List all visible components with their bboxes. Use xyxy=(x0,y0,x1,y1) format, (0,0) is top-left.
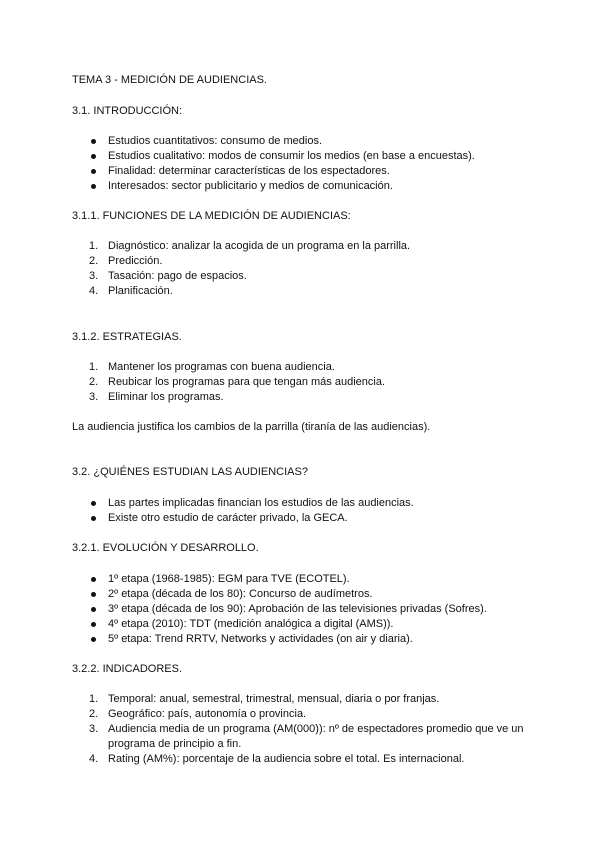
list-item: 4º etapa (2010): TDT (medición analógica a digital (AMS)). xyxy=(108,618,394,630)
list-item: Rating (AM%): porcentaje de la audiencia sobre el total. Es internacional. xyxy=(108,753,465,765)
list-item: 3º etapa (década de los 90): Aprobación de las televisiones privadas (Sofres). xyxy=(108,603,487,615)
list-number: 4. xyxy=(89,753,99,765)
bullet-icon xyxy=(91,592,96,597)
list-number: 2. xyxy=(89,376,99,388)
bullet-icon xyxy=(91,637,96,642)
list-item: Predicción. xyxy=(108,255,163,267)
section-heading-3-1-1: 3.1.1. FUNCIONES DE LA MEDICIÓN DE AUDIENCIAS: xyxy=(72,210,351,222)
list-number: 1. xyxy=(89,693,99,705)
list-item: Planificación. xyxy=(108,285,173,297)
list-item: 2º etapa (década de los 80): Concurso de audímetros. xyxy=(108,588,373,600)
bullet-icon xyxy=(91,622,96,627)
list-number: 1. xyxy=(89,240,99,252)
bullet-icon xyxy=(91,154,96,159)
bullet-icon xyxy=(91,607,96,612)
list-item: Tasación: pago de espacios. xyxy=(108,270,247,282)
list-number: 2. xyxy=(89,255,99,267)
list-item: Las partes implicadas financian los estudios de las audiencias. xyxy=(108,497,414,509)
list-number: 3. xyxy=(89,391,99,403)
section-heading-3-2: 3.2. ¿QUIÉNES ESTUDIAN LAS AUDIENCIAS? xyxy=(72,466,308,478)
bullet-icon xyxy=(91,516,96,521)
section-heading-3-2-2: 3.2.2. INDICADORES. xyxy=(72,663,183,675)
list-item-continuation: programa de principio a fin. xyxy=(108,738,242,750)
list-item: Audiencia media de un programa (AM(000)): nº de espectadores promedio que ve un xyxy=(108,723,524,735)
list-item: Finalidad: determinar características de los espectadores. xyxy=(108,165,390,177)
bullet-icon xyxy=(91,139,96,144)
bullet-icon xyxy=(91,184,96,189)
list-item: Interesados: sector publicitario y medios de comunicación. xyxy=(108,180,393,192)
document-title: TEMA 3 - MEDICIÓN DE AUDIENCIAS. xyxy=(72,74,267,86)
list-item: Mantener los programas con buena audiencia. xyxy=(108,361,335,373)
list-number: 3. xyxy=(89,270,99,282)
list-number: 2. xyxy=(89,708,99,720)
bullet-icon xyxy=(91,577,96,582)
list-item: Estudios cuantitativos: consumo de medios. xyxy=(108,135,323,147)
list-item: Reubicar los programas para que tengan más audiencia. xyxy=(108,376,385,388)
list-number: 4. xyxy=(89,285,99,297)
list-item: Estudios cualitativo: modos de consumir los medios (en base a encuestas). xyxy=(108,150,475,162)
list-item: Existe otro estudio de carácter privado, la GECA. xyxy=(108,512,348,524)
bullet-icon xyxy=(91,501,96,506)
list-item: Geográfico: país, autonomía o provincia. xyxy=(108,708,307,720)
paragraph: La audiencia justifica los cambios de la parrilla (tiranía de las audiencias). xyxy=(72,421,431,433)
list-item: 1º etapa (1968-1985): EGM para TVE (ECOTEL). xyxy=(108,573,350,585)
list-number: 1. xyxy=(89,361,99,373)
section-heading-3-2-1: 3.2.1. EVOLUCIÓN Y DESARROLLO. xyxy=(72,542,259,554)
list-number: 3. xyxy=(89,723,99,735)
section-heading-3-1: 3.1. INTRODUCCIÓN: xyxy=(72,105,183,117)
list-item: 5º etapa: Trend RRTV, Networks y actividades (on air y diaria). xyxy=(108,633,413,645)
list-item: Eliminar los programas. xyxy=(108,391,224,403)
bullet-icon xyxy=(91,169,96,174)
section-heading-3-1-2: 3.1.2. ESTRATEGIAS. xyxy=(72,331,182,343)
list-item: Temporal: anual, semestral, trimestral, mensual, diaria o por franjas. xyxy=(108,693,440,705)
list-item: Diagnóstico: analizar la acogida de un programa en la parrilla. xyxy=(108,240,411,252)
